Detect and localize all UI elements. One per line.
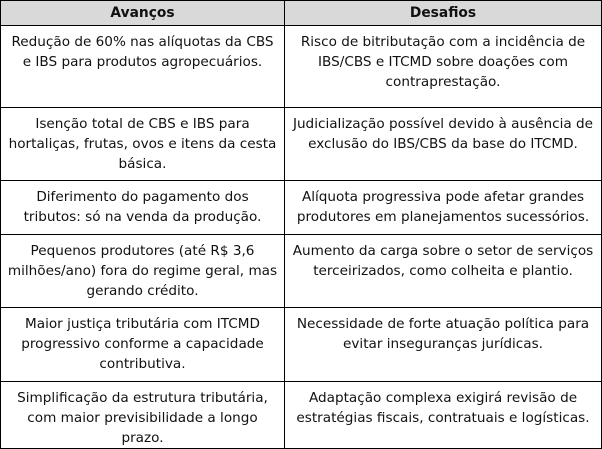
challenge-cell: Judicialização possível devido à ausência de exclusão do IBS/CBS da base do ITCMD. bbox=[285, 108, 602, 181]
advance-cell: Diferimento do pagamento dos tributos: só na venda da produção. bbox=[1, 181, 285, 235]
header-row bbox=[1, 1, 602, 26]
advance-cell: Maior justiça tributária com ITCMD progressivo conforme a capacidade contributiva. bbox=[1, 308, 285, 382]
challenge-cell: Necessidade de forte atuação política para evitar inseguranças jurídicas. bbox=[285, 308, 602, 382]
challenge-cell: Risco de bitributação com a incidência de IBS/CBS e ITCMD sobre doações com contraprestação. bbox=[285, 26, 602, 108]
header-advances: Avanços bbox=[1, 1, 285, 26]
table-row bbox=[1, 108, 602, 181]
challenge-cell: Alíquota progressiva pode afetar grandes produtores em planejamentos sucessórios. bbox=[285, 181, 602, 235]
advance-cell: Pequenos produtores (até R$ 3,6 milhões/ano) fora do regime geral, mas gerando crédito. bbox=[1, 235, 285, 308]
header-challenges: Desafios bbox=[285, 1, 602, 26]
table-row bbox=[1, 181, 602, 235]
table-row bbox=[1, 382, 602, 449]
challenge-cell: Adaptação complexa exigirá revisão de estratégias fiscais, contratuais e logísticas. bbox=[285, 382, 602, 449]
advance-cell: Simplificação da estrutura tributária, com maior previsibilidade a longo prazo. bbox=[1, 382, 285, 449]
table-row bbox=[1, 308, 602, 382]
challenge-cell: Aumento da carga sobre o setor de serviços terceirizados, como colheita e plantio. bbox=[285, 235, 602, 308]
advance-cell: Isenção total de CBS e IBS para hortaliças, frutas, ovos e itens da cesta básica. bbox=[1, 108, 285, 181]
table-row bbox=[1, 26, 602, 108]
advance-cell: Redução de 60% nas alíquotas da CBS e IBS para produtos agropecuários. bbox=[1, 26, 285, 108]
table-row bbox=[1, 235, 602, 308]
